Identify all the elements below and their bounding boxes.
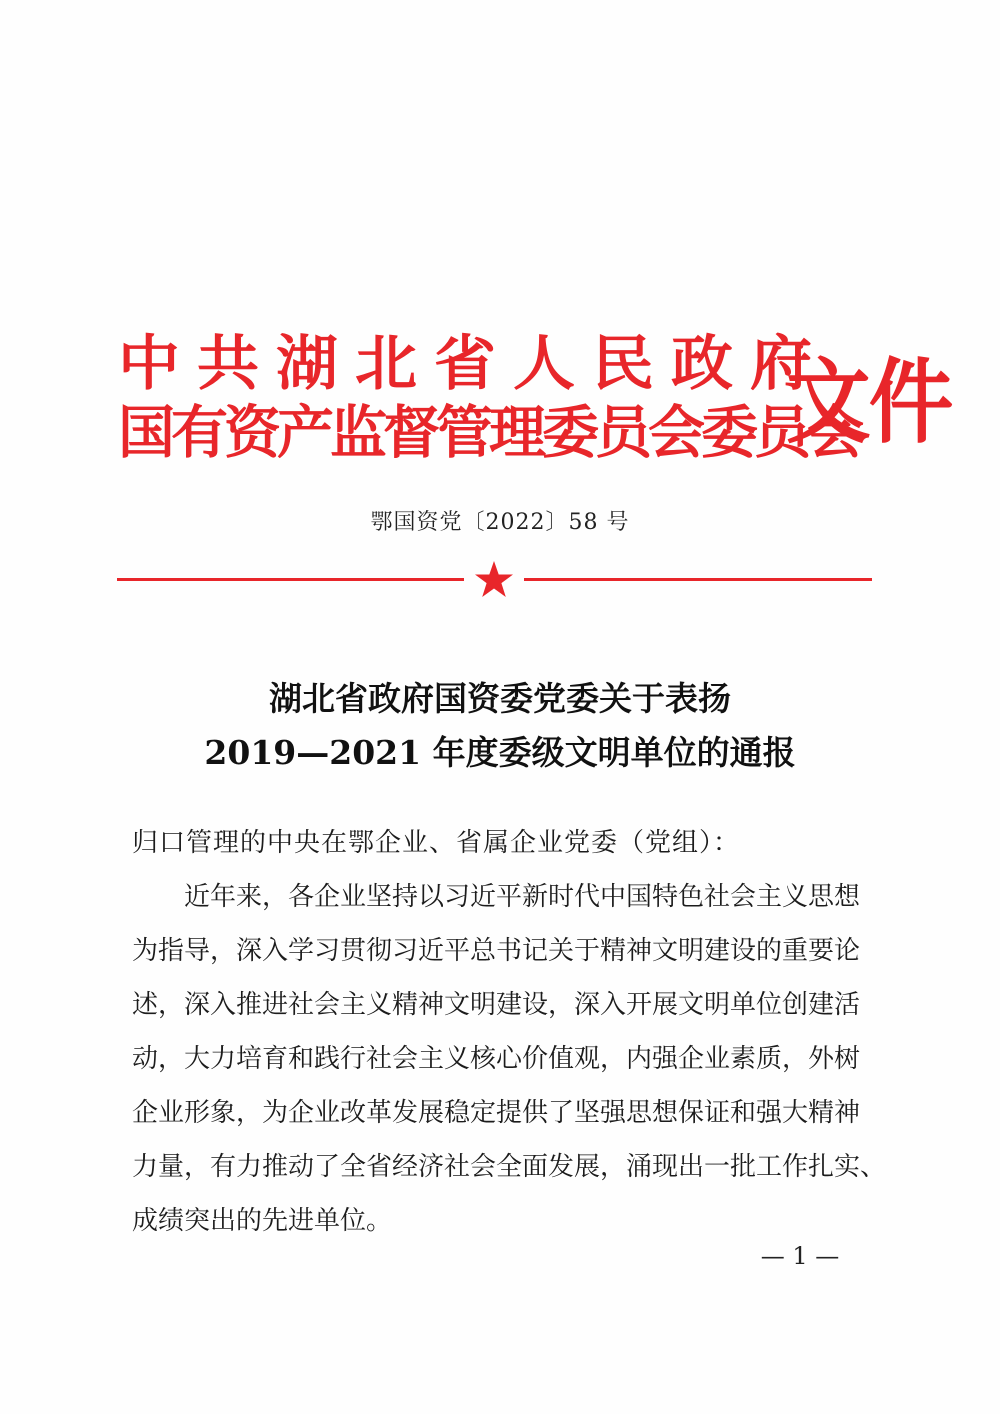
red-divider-left xyxy=(117,578,464,581)
page-number: — 1 — xyxy=(760,1242,840,1270)
body-line: 成绩突出的先进单位。 xyxy=(132,1206,393,1236)
document-title-line-2: 2019—2021 年度委级文明单位的通报 xyxy=(204,733,796,772)
body-line: 力量，有力推动了全省经济社会全面发展，涌现出一批工作扎实、 xyxy=(132,1152,887,1182)
masthead-document-label: 文件 xyxy=(786,348,952,456)
body-line: 为指导，深入学习贯彻习近平总书记关于精神文明建设的重要论 xyxy=(132,936,861,966)
body-line: 动，大力培育和践行社会主义核心价值观，内强企业素质，外树 xyxy=(132,1044,861,1074)
star-icon xyxy=(474,560,514,600)
masthead-issuer-line-2: 国有资产监督管理委员会委员会 xyxy=(118,399,860,466)
document-title xyxy=(0,672,1000,780)
body-line: 述，深入推进社会主义精神文明建设，深入开展文明单位创建活 xyxy=(132,990,861,1020)
document-title-line-1: 湖北省政府国资委党委关于表扬 xyxy=(269,679,731,718)
body-paragraph xyxy=(132,870,887,1248)
document-number: 鄂国资党〔2022〕58 号 xyxy=(370,510,630,535)
document-masthead xyxy=(118,328,952,470)
red-divider-right xyxy=(524,578,872,581)
masthead-issuer-line-1: 中共湖北省人民政府 xyxy=(118,328,830,399)
body-line: 近年来，各企业坚持以习近平新时代中国特色社会主义思想 xyxy=(184,882,861,912)
salutation: 归口管理的中央在鄂企业、省属企业党委（党组）： xyxy=(132,828,741,858)
body-line: 企业形象，为企业改革发展稳定提供了坚强思想保证和强大精神 xyxy=(132,1098,861,1128)
